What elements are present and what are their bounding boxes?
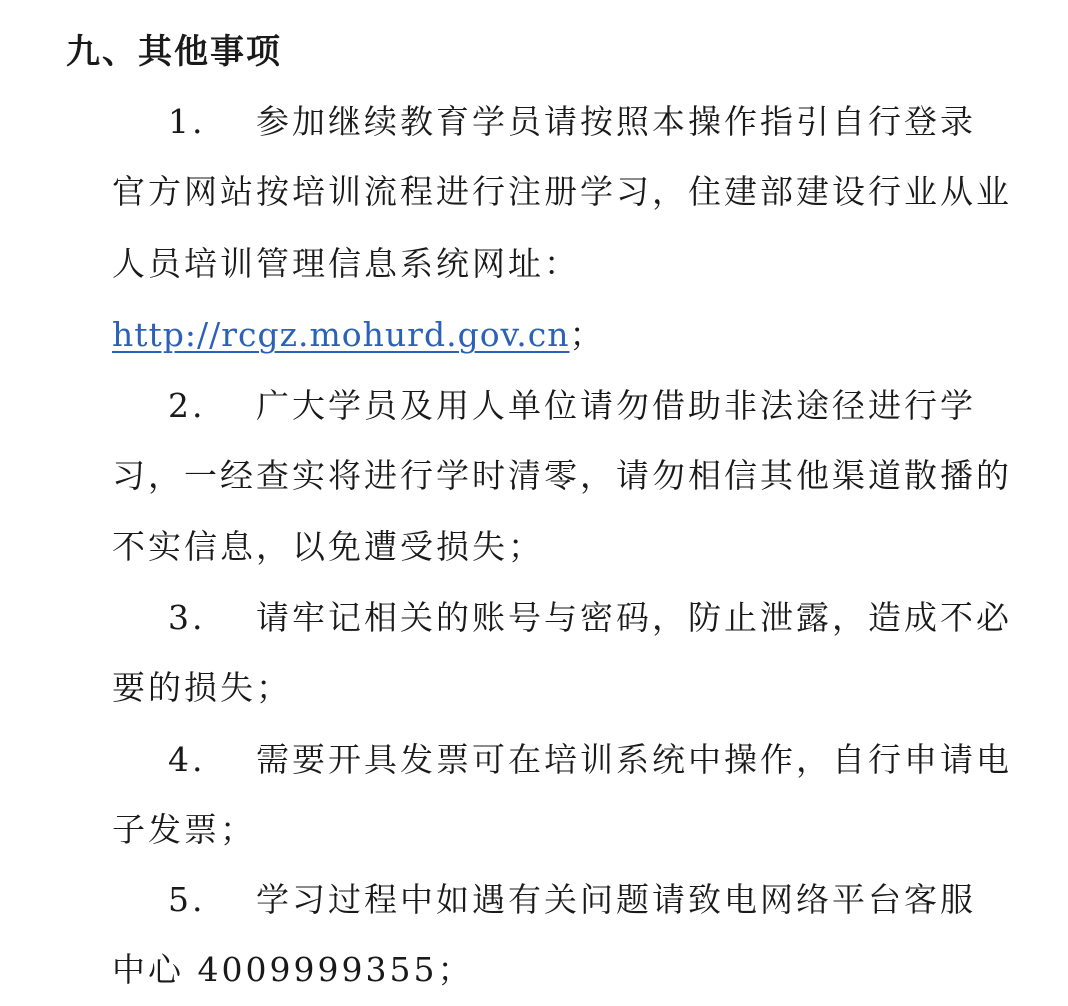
item-number: 1. [168,102,206,141]
item-number: 3. [168,598,206,637]
item-text: 参加继续教育学员请按照本操作指引自行登录 [256,102,976,141]
item-3-line-2: 要的损失； [112,668,292,707]
item-number: 4. [168,740,206,779]
item-number: 2. [168,386,206,425]
link-suffix: ； [569,315,606,354]
item-1-first-line [168,98,976,146]
item-text: 需要开具发票可在培训系统中操作，自行申请电 [256,740,1012,779]
item-number: 5. [168,880,206,919]
system-url-link[interactable]: http://rcgz.mohurd.gov.cn [112,315,570,354]
item-5-line-2: 中心 4009999355； [112,950,474,989]
item-5-first-line [168,876,976,924]
item-text: 广大学员及用人单位请勿借助非法途径进行学 [256,386,976,425]
item-2-line-2: 习，一经查实将进行学时清零，请勿相信其他渠道散播的 [112,456,1012,495]
item-1-line-2: 官方网站按培训流程进行注册学习，住建部建设行业从业 [112,172,1012,211]
item-4-first-line [168,736,1012,784]
item-1-link-line [112,311,606,359]
item-text: 学习过程中如遇有关问题请致电网络平台客服 [256,880,976,919]
item-text: 请牢记相关的账号与密码，防止泄露，造成不必 [256,598,1012,637]
item-4-line-2: 子发票； [112,810,256,849]
item-3-first-line [168,594,1012,642]
item-2-first-line [168,382,976,430]
section-heading: 九、其他事项 [66,32,282,72]
item-2-line-3: 不实信息，以免遭受损失； [112,527,544,566]
item-1-line-3: 人员培训管理信息系统网址： [112,244,580,283]
